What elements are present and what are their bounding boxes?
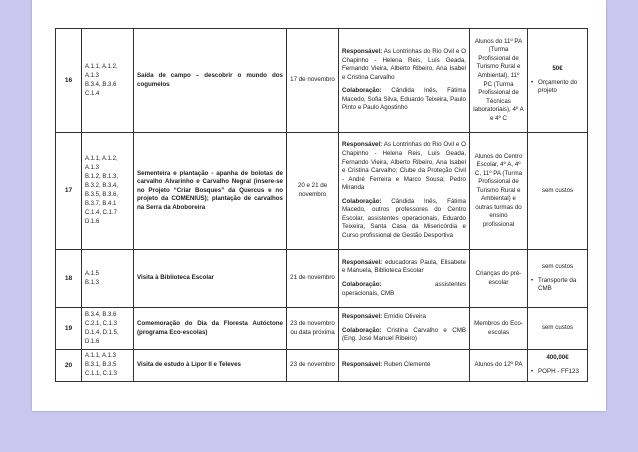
activity-name: Comemoração do Dia da Floresta Autóctone (programa Eco-escolas) [134,308,287,350]
responsible-text: As Lontrinhas do Rio Ovil e O Chapinho - Helena Reis, Luís Geada, Fernando Vieira, Alberto Ribeiro, Ana Isabel e Cristina Carvalho [342,48,466,81]
cost-note: Transporte da CMB [538,276,577,293]
cost-cell [528,133,588,250]
responsible-cell [339,350,470,382]
responsible-label: Responsável: [342,313,383,321]
responsible-label: Responsável: [342,141,383,149]
activity-date: 17 de novembro [287,29,339,133]
cost-note: Orçamento do projeto [538,78,578,95]
cost-amount: 400,00€ [546,354,569,362]
table-row [56,29,588,133]
collaboration-label: Colaboração: [342,326,382,334]
responsible-cell [339,133,470,250]
collaboration-text-cont: operacionais, CMB [342,289,395,297]
target-audience: Alunos do 12º PA [470,350,528,382]
responsible-cell [339,250,470,308]
collaboration-label: Colaboração: [342,87,382,95]
target-audience: Membros do Eco-escolas [470,308,528,350]
row-number: 20 [56,350,82,382]
bullet-icon: • [531,276,534,284]
bullet-icon: • [531,78,534,86]
table-row [56,308,588,350]
objective-codes: B.3.4, B.3.6 C.2.1, C.1.3 D.1.4, D.1.5, D.1.6 [82,308,134,350]
cost-note: sem custos [541,263,574,271]
responsible-cell [339,308,470,350]
responsible-text: As Lontrinhas do Rio Ovil e O Chapinho - Helena Reis, Luís Geada, Fernando Vieira, Alberto Ribeiro, Ana Isabel e Cristina Carvalho; Clube da Proteção Civil - André Ferreira e Marco Sousa; Pedro Miranda [342,141,466,192]
responsible-text: educadoras Paula, Elisabete e Manuela, Biblioteca Escolar [342,258,466,275]
table-row [56,250,588,308]
collaboration-label: Colaboração: [342,281,382,288]
responsible-label: Responsável: [342,258,383,266]
activity-name: Visita de estudo à Lipor II e Televes [134,350,287,382]
responsible-cell [339,29,470,133]
row-number: 16 [56,29,82,133]
cost-cell [528,308,588,350]
collaboration-text: Cristina Carvalho e CMB (Eng. José Manuel Ribeiro) [342,326,466,343]
cost-note: sem custos [541,324,574,332]
cost-note: POPH - FF123 [538,368,579,375]
cost-cell [528,350,588,382]
objective-codes: A.1.1, A.1.2, A.1.3 B.3.4, B.3.6 C.1.4 [82,29,134,133]
table-row [56,133,588,250]
cost-cell [528,29,588,133]
collaboration-text: Cândida Inês, Fátima Macedo, Sofia Silva, Eduardo Teixeira, Paulo Pinto e Paulo Agostinho [342,87,466,112]
cost-cell [528,250,588,308]
responsible-label: Responsável: [342,48,383,56]
document-page [32,0,606,411]
activity-date: 23 de novembro ou data próxima [287,308,339,350]
activity-name: Sementeira e plantação - apanha de bolotas de carvalho Alvarinho e Carvalho Negral (insere-se no Projeto “Criar Bosques” da Quercus e no projeto da COMENIUS); plantação de carvalhos na Serra da Aboboreira [134,133,287,250]
target-audience: Alunos do Centro Escolar, 4º A, 4º C, 11º PA (Turma Profissional de Turismo Rural e Ambiental) e outras turmas do ensino profissional [470,133,528,250]
row-number: 19 [56,308,82,350]
objective-codes: A.1.1, A.1.3 B.3.1, B.3.5 C.1.1, C.1.3 [82,350,134,382]
row-number: 17 [56,133,82,250]
objective-codes: A.1.5 B.1.3 [82,250,134,308]
objective-codes: A.1.1, A.1.2, A.1.3 B.1.2, B.1.3, B.3.2, B.3.4, B.3.5, B.3.6, B.3.7, B.4.1 C.1.4, C.1.7 D.1.6 [82,133,134,250]
activity-plan-table [55,28,588,382]
cost-note: sem custos [541,186,574,194]
activity-name: Visita à Biblioteca Escolar [134,250,287,308]
activity-name: Saída de campo – descobrir o mundo dos cogumelos [134,29,287,133]
activity-date: 20 e 21 de novembro [287,133,339,250]
collaboration-text: assistentes [435,281,466,288]
cost-amount: 50€ [552,65,563,73]
collaboration-label: Colaboração: [342,197,382,205]
target-audience: Crianças do pré-escolar [470,250,528,308]
responsible-text: Emídio Oliveira [382,313,426,321]
responsible-label: Responsável: [342,361,383,369]
responsible-text: Ruben Clemente [382,361,431,369]
row-number: 18 [56,250,82,308]
activity-date: 23 de novembro [287,350,339,382]
bullet-icon: • [531,368,534,375]
target-audience: Alunos do 11º PA (Turma Profissional de Turismo Rural e Ambiental), 11º PC (Turma Profissional de Técnicas laboratoriais), 4º A e 4º C [470,29,528,133]
table-row [56,350,588,382]
collaboration-text: Cândida Inês, Fátima Macedo, outros professores do Centro Escolar, assistentes operacionais, Eduardo Teixeira, Santa Casa da Misericórdia e Curso profissional de Gestão Desportiva [342,197,466,239]
activity-date: 21 de novembro [287,250,339,308]
